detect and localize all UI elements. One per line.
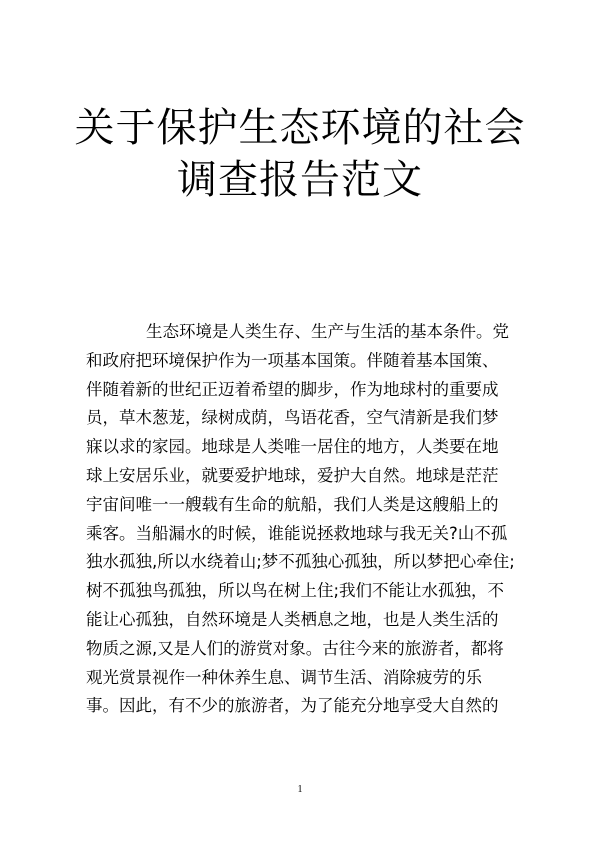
body-line: 树不孤独鸟孤独，所以鸟在树上住;我们不能让水孤独，不 — [86, 581, 505, 601]
body-line: 球上安居乐业，就要爱护地球，爱护大自然。地球是茫茫 — [86, 465, 499, 485]
body-line: 乘客。当船漏水的时候，谁能说拯救地球与我无关?山不孤 — [86, 523, 508, 543]
body-line: 和政府把环境保护作为一项基本国策。伴随着基本国策、 — [86, 350, 499, 370]
body-line: 观光赏景视作一种休养生息、调节生活、消除疲劳的乐 — [86, 667, 482, 687]
body-line: 生态环境是人类生存、生产与生活的基本条件。党 — [146, 322, 509, 341]
body-line: 物质之源,又是人们的游赏对象。古往今来的旅游者，都将 — [86, 638, 504, 658]
title-line-1: 关于保护生态环境的社会 — [74, 105, 526, 151]
body-line: 能让心孤独，自然环境是人类栖息之地，也是人类生活的 — [86, 609, 499, 629]
body-line: 事。因此，有不少的旅游者，为了能充分地享受大自然的 — [86, 696, 499, 716]
body-line: 宇宙间唯一一艘载有生命的航船，我们人类是这艘船上的 — [86, 494, 499, 514]
document-title — [0, 102, 600, 206]
page-number: 1 — [297, 784, 303, 795]
body-line: 独水孤独,所以水绕着山;梦不孤独心孤独，所以梦把心牵住; — [86, 552, 515, 572]
body-line: 寐以求的家园。地球是人类唯一居住的地方，人类要在地 — [86, 437, 499, 457]
body-line: 伴随着新的世纪正迈着希望的脚步，作为地球村的重要成 — [86, 379, 499, 399]
body-paragraph — [86, 318, 516, 721]
title-line-2: 调查报告范文 — [177, 157, 423, 203]
body-line: 员，草木葱茏，绿树成荫，鸟语花香，空气清新是我们梦 — [86, 408, 499, 428]
